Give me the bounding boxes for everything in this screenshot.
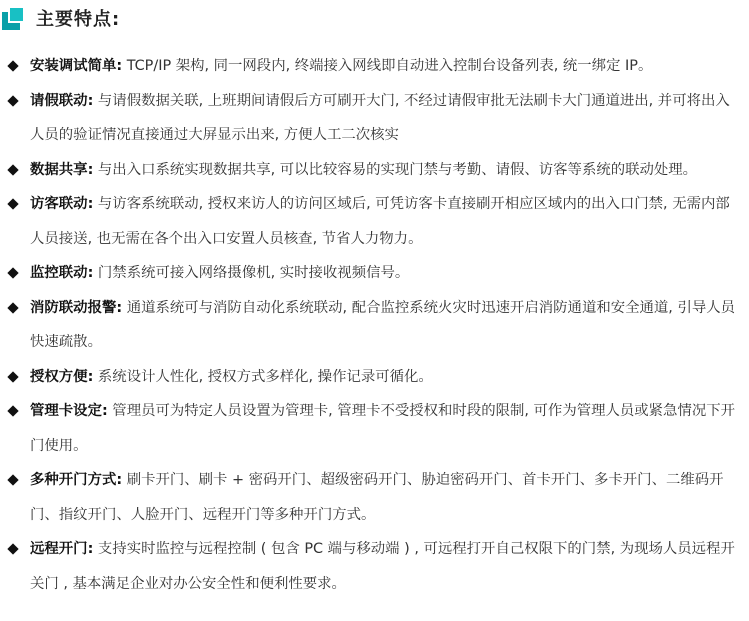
feature-label: 请假联动: [30,92,94,109]
feature-text: TCP/IP 架构, 同一网段内, 终端接入网线即自动进入控制台设备列表, 统一绑定 IP。 [126,58,653,74]
diamond-bullet-icon [7,371,18,382]
section-header [0,0,120,36]
feature-text: 与请假数据关联, 上班期间请假后方可刷开大门, 不经过请假审批无法刷卡大门通道进出, 并可将出入人员的验证情况直接通过大屏显示出来, 方便人工二次核实 [30,92,730,143]
feature-text: 与访客系统联动, 授权来访人的访问区域后, 可凭访客卡直接刷开相应区域内的出入口门禁, 无需内部人员接送, 也无需在各个出入口安置人员核查, 节省人力物力。 [30,196,730,247]
feature-item [0,187,749,256]
diamond-bullet-icon [7,95,18,106]
feature-label: 访客联动: [30,196,94,212]
feature-label: 管理卡设定: [30,403,108,419]
feature-item [0,532,749,601]
feature-label: 数据共享: [30,161,94,178]
feature-item [0,153,749,188]
diamond-bullet-icon [7,267,18,278]
feature-text: 门禁系统可接入网络摄像机, 实时接收视频信号。 [97,265,410,281]
diamond-bullet-icon [7,198,18,209]
feature-label: 监控联动: [30,265,94,281]
diamond-bullet-icon [7,302,18,313]
feature-text: 系统设计人性化, 授权方式多样化, 操作记录可循化。 [97,368,433,385]
feature-item [0,256,749,291]
diamond-bullet-icon [7,60,18,71]
feature-label: 多种开门方式: [30,472,123,488]
feature-item [0,463,749,532]
diamond-bullet-icon [7,164,18,175]
diamond-bullet-icon [7,405,18,416]
feature-list [0,49,749,601]
feature-item [0,84,749,153]
diamond-bullet-icon [7,543,18,554]
feature-text: 刷卡开门、刷卡 + 密码开门、超级密码开门、胁迫密码开门、首卡开门、多卡开门、二维码开门、指纹开门、人脸开门、远程开门等多种开门方式。 [30,472,724,523]
section-icon [2,6,26,30]
feature-label: 安装调试简单: [30,58,123,74]
diamond-bullet-icon [7,474,18,485]
feature-text: 通道系统可与消防自动化系统联动, 配合监控系统火灾时迅速开启消防通道和安全通道, 引导人员快速疏散。 [30,299,736,350]
feature-item [0,360,749,395]
feature-item [0,394,749,463]
feature-item [0,291,749,360]
feature-text: 管理员可为特定人员设置为管理卡, 管理卡不受授权和时段的限制, 可作为管理人员或紧急情况下开门使用。 [30,403,736,454]
feature-label: 消防联动报警: [30,299,123,316]
feature-text: 与出入口系统实现数据共享, 可以比较容易的实现门禁与考勤、请假、访客等系统的联动处理。 [97,161,698,178]
feature-label: 远程开门: [30,541,94,557]
feature-label: 授权方便: [30,368,94,385]
feature-item [0,49,749,84]
feature-text: 支持实时监控与远程控制 ( 包含 PC 端与移动端 ) , 可远程打开自己权限下的门禁, 为现场人员远程开关门 , 基本满足企业对办公安全性和便利性要求。 [30,541,735,592]
section-title: 主要特点: [36,9,121,30]
